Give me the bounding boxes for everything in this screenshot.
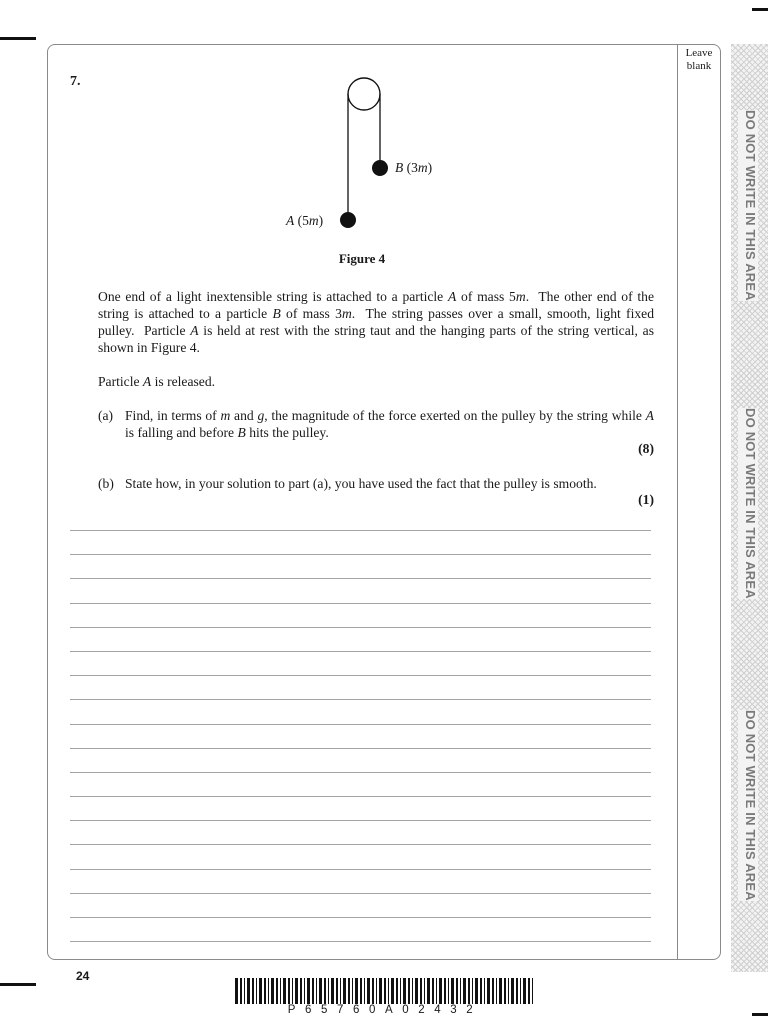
barcode-bar bbox=[328, 978, 329, 1004]
barcode-bar bbox=[487, 978, 490, 1004]
barcode-bar bbox=[244, 978, 245, 1004]
part-b bbox=[98, 475, 654, 492]
barcode-bar bbox=[276, 978, 278, 1004]
barcode-bar bbox=[307, 978, 310, 1004]
answer-line[interactable] bbox=[70, 796, 651, 820]
barcode-bar bbox=[436, 978, 437, 1004]
barcode-bar bbox=[480, 978, 482, 1004]
answer-line[interactable] bbox=[70, 651, 651, 675]
registration-mark-top-right bbox=[752, 8, 768, 11]
question-intro: One end of a light inextensible string is attached to a particle A of mass 5m. The other end of the string is attached to a particle B of mass 3m. The string passes over a small, smooth, light fixed pulley. Particle A is held at rest with the string taut and the hanging parts of the string vertical, as shown in Figure 4. bbox=[98, 289, 654, 355]
barcode-bar bbox=[520, 978, 521, 1004]
barcode-bar bbox=[280, 978, 281, 1004]
figure-caption: Figure 4 bbox=[338, 251, 386, 266]
barcode-bar bbox=[304, 978, 305, 1004]
answer-line[interactable] bbox=[70, 578, 651, 602]
barcode-bar bbox=[463, 978, 466, 1004]
barcode-bar bbox=[235, 978, 238, 1004]
barcode-bar bbox=[367, 978, 370, 1004]
answer-line[interactable] bbox=[70, 844, 651, 868]
barcode-bar bbox=[499, 978, 502, 1004]
barcode-bar bbox=[472, 978, 473, 1004]
leave-blank-text: Leave blank bbox=[685, 47, 713, 72]
barcode-bar bbox=[388, 978, 389, 1004]
margin-warning-3: DO NOT WRITE IN THIS AREA bbox=[738, 710, 758, 901]
answer-line[interactable] bbox=[70, 675, 651, 699]
barcode-bar bbox=[360, 978, 362, 1004]
answer-area[interactable] bbox=[70, 530, 651, 965]
barcode-bar bbox=[460, 978, 461, 1004]
barcode-bar bbox=[528, 978, 530, 1004]
registration-mark-top-left bbox=[0, 37, 36, 40]
particle-b-icon bbox=[372, 160, 388, 176]
barcode-bar bbox=[516, 978, 518, 1004]
barcode-bar bbox=[439, 978, 442, 1004]
barcode-bar bbox=[424, 978, 425, 1004]
answer-line[interactable] bbox=[70, 820, 651, 844]
barcode-icon bbox=[235, 978, 535, 1004]
barcode-bar bbox=[396, 978, 398, 1004]
part-a-text: Find, in terms of m and g, the magnitude of the force exerted on the pulley by the string while A is falling and before B hits the pulley. bbox=[125, 408, 654, 440]
barcode-bar bbox=[496, 978, 497, 1004]
page-number: 24 bbox=[76, 969, 90, 983]
part-a-label: (a) bbox=[98, 408, 114, 423]
particle-b-label: B (3m) bbox=[395, 160, 433, 175]
barcode-bar bbox=[372, 978, 374, 1004]
answer-line[interactable] bbox=[70, 941, 651, 965]
answer-line[interactable] bbox=[70, 603, 651, 627]
barcode-bar bbox=[400, 978, 401, 1004]
part-b-label: (b) bbox=[98, 476, 114, 491]
part-b-marks: (1) bbox=[638, 492, 654, 507]
barcode-bar bbox=[240, 978, 242, 1004]
barcode-bar bbox=[256, 978, 257, 1004]
barcode-bar bbox=[316, 978, 317, 1004]
barcode-text: P65760A02432 bbox=[287, 1004, 483, 1016]
barcode-bar bbox=[475, 978, 478, 1004]
barcode-bar bbox=[391, 978, 394, 1004]
barcode-bar bbox=[448, 978, 449, 1004]
registration-mark-bottom-right bbox=[752, 1013, 768, 1016]
barcode-bar bbox=[379, 978, 382, 1004]
barcode-bar bbox=[319, 978, 322, 1004]
barcode-bar bbox=[508, 978, 509, 1004]
barcode-bar bbox=[259, 978, 262, 1004]
barcode-bar bbox=[352, 978, 353, 1004]
barcode-bar bbox=[484, 978, 485, 1004]
pulley-figure bbox=[270, 70, 470, 240]
barcode-bar bbox=[384, 978, 386, 1004]
barcode-bar bbox=[415, 978, 418, 1004]
barcode-bar bbox=[268, 978, 269, 1004]
particle-a-label: A (5m) bbox=[286, 213, 324, 228]
barcode-bar bbox=[343, 978, 346, 1004]
barcode-bar bbox=[292, 978, 293, 1004]
question-released: Particle A is released. bbox=[98, 374, 216, 389]
barcode-bar bbox=[295, 978, 298, 1004]
barcode-bar bbox=[492, 978, 494, 1004]
registration-mark-bottom-left bbox=[0, 983, 36, 986]
barcode-bar bbox=[432, 978, 434, 1004]
part-a bbox=[98, 407, 654, 441]
barcode-bar bbox=[468, 978, 470, 1004]
answer-line[interactable] bbox=[70, 893, 651, 917]
barcode-bar bbox=[427, 978, 430, 1004]
particle-a-icon bbox=[340, 212, 356, 228]
answer-line[interactable] bbox=[70, 627, 651, 651]
barcode-bar bbox=[532, 978, 533, 1004]
barcode-bar bbox=[523, 978, 526, 1004]
barcode-bar bbox=[348, 978, 350, 1004]
answer-line[interactable] bbox=[70, 917, 651, 941]
leave-blank-column-rule bbox=[677, 44, 678, 960]
barcode-bar bbox=[312, 978, 314, 1004]
barcode-bar bbox=[420, 978, 422, 1004]
barcode-bar bbox=[355, 978, 358, 1004]
barcode-bar bbox=[376, 978, 377, 1004]
margin-warning-2: DO NOT WRITE IN THIS AREA bbox=[738, 408, 758, 599]
barcode-bar bbox=[340, 978, 341, 1004]
barcode-bar bbox=[271, 978, 274, 1004]
barcode-bar bbox=[444, 978, 446, 1004]
barcode-bar bbox=[456, 978, 458, 1004]
answer-line[interactable] bbox=[70, 772, 651, 796]
barcode-bar bbox=[511, 978, 514, 1004]
barcode-bar bbox=[300, 978, 302, 1004]
answer-line[interactable] bbox=[70, 869, 651, 893]
barcode-bar bbox=[504, 978, 506, 1004]
barcode-bar bbox=[264, 978, 266, 1004]
barcode-bar bbox=[283, 978, 286, 1004]
barcode-bar bbox=[336, 978, 338, 1004]
barcode-bar bbox=[331, 978, 334, 1004]
leave-blank-label bbox=[679, 47, 719, 73]
barcode-bar bbox=[324, 978, 326, 1004]
margin-warning-1: DO NOT WRITE IN THIS AREA bbox=[738, 110, 758, 301]
answer-line[interactable] bbox=[70, 530, 651, 554]
barcode-bar bbox=[408, 978, 410, 1004]
barcode-bar bbox=[288, 978, 290, 1004]
answer-line[interactable] bbox=[70, 748, 651, 772]
question-number: 7. bbox=[70, 74, 81, 89]
answer-line[interactable] bbox=[70, 554, 651, 578]
barcode-bar bbox=[252, 978, 254, 1004]
barcode-bar bbox=[451, 978, 454, 1004]
part-b-text: State how, in your solution to part (a), you have used the fact that the pulley is smooth. bbox=[125, 476, 597, 491]
barcode-bar bbox=[412, 978, 413, 1004]
pulley-icon bbox=[348, 78, 380, 110]
answer-line[interactable] bbox=[70, 699, 651, 723]
part-a-marks: (8) bbox=[638, 441, 654, 456]
answer-line[interactable] bbox=[70, 724, 651, 748]
barcode-bar bbox=[364, 978, 365, 1004]
barcode-bar bbox=[403, 978, 406, 1004]
barcode-bar bbox=[247, 978, 250, 1004]
